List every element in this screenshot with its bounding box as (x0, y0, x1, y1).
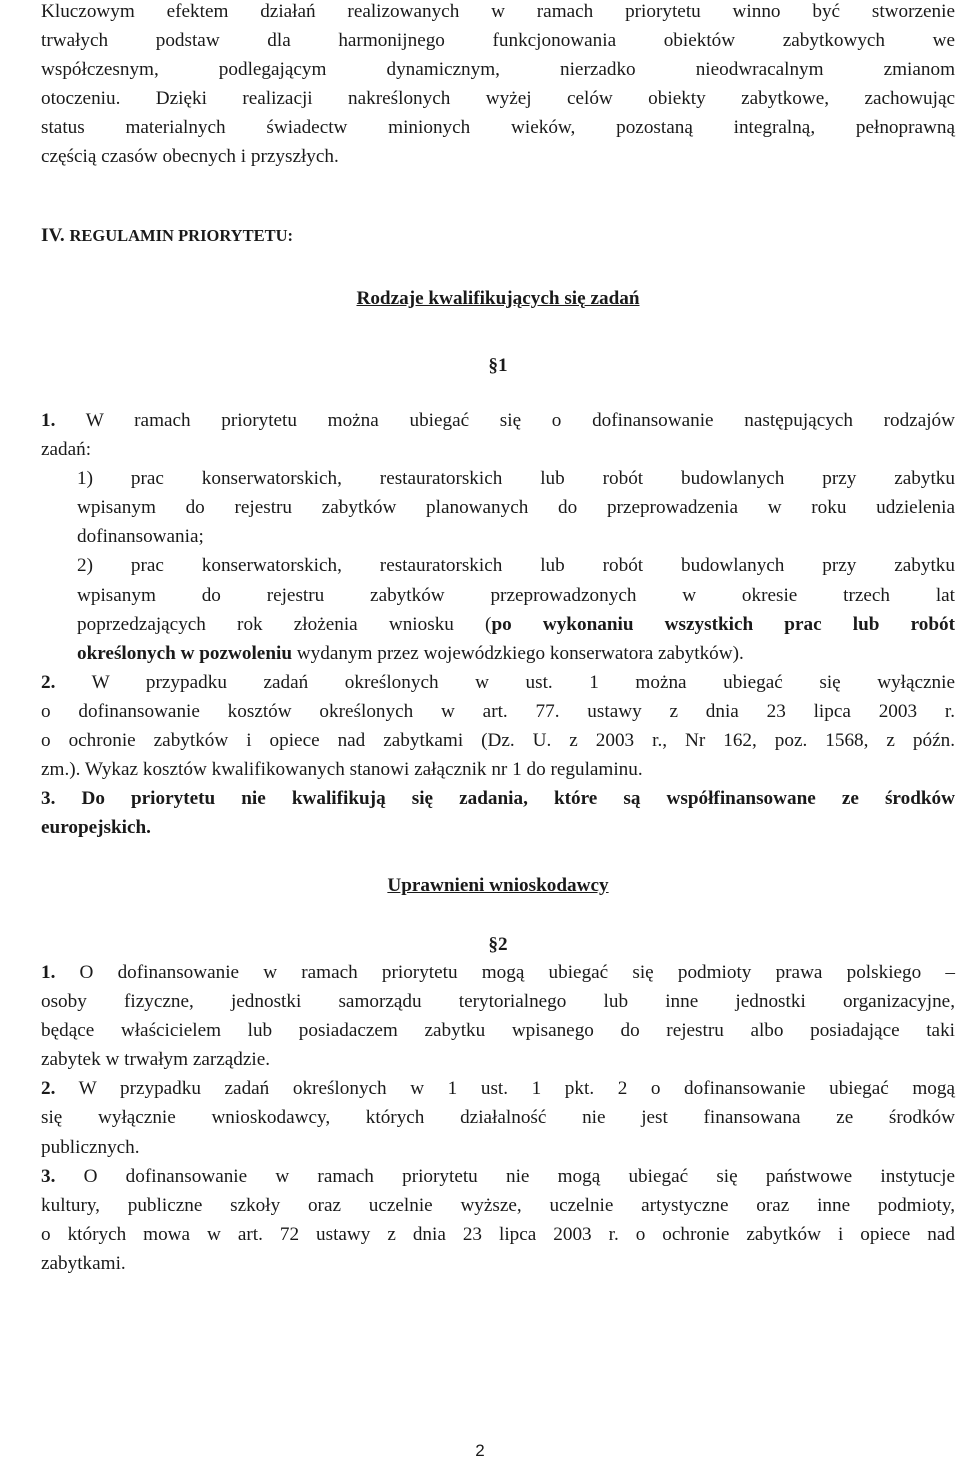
text-line: będące właścicielem lub posiadaczem zabytku wpisanego do rejestru albo posiadające taki (41, 1020, 955, 1042)
section-sign-icon: § (488, 355, 498, 376)
text-line: 3. O dofinansowanie w ramach priorytetu nie mogą ubiegać się państwowe instytucje (41, 1165, 955, 1187)
chapter-title: REGULAMIN PRIORYTETU: (69, 226, 294, 245)
section-2-body (41, 958, 955, 1278)
text-line: kultury, publiczne szkoły oraz uczelnie wyższe, uczelnie artystyczne oraz inne podmioty, (41, 1194, 955, 1216)
section-title: Rodzaje kwalifikujących się zadań (356, 288, 640, 309)
section-heading (41, 871, 955, 900)
text-line: trwałych podstaw dla harmonijnego funkcjonowania obiektów zabytkowych we (41, 30, 955, 52)
text-line: zabytkami. (41, 1252, 126, 1274)
list-item-line: wpisanym do rejestru zabytków przeprowadzonych w okresie trzech lat (77, 584, 955, 606)
section-heading (41, 284, 955, 313)
text-line: zm.). Wykaz kosztów kwalifikowanych stanowi załącznik nr 1 do regulaminu. (41, 759, 643, 781)
text-line: publicznych. (41, 1136, 140, 1158)
text-line: o ochronie zabytków i opiece nad zabytkami (Dz. U. z 2003 r., Nr 162, poz. 1568, z późn. (41, 730, 955, 752)
text-line: 3. Do priorytetu nie kwalifikują się zadania, które są współfinansowane ze środków (41, 788, 955, 810)
page-number: 2 (475, 1441, 485, 1460)
text-line: współczesnym, podlegającym dynamicznym, nierzadko nieodwracalnym zmianom (41, 59, 955, 81)
text-line: o dofinansowanie kosztów określonych w art. 77. ustawy z dnia 23 lipca 2003 r. (41, 700, 955, 722)
chapter-number: IV. (41, 225, 65, 246)
text-line: się wyłącznie wnioskodawcy, których działalność nie jest finansowana ze środków (41, 1107, 955, 1129)
text-line: zadań: (41, 439, 92, 461)
list-item-line: określonych w pozwoleniu wydanym przez wojewódzkiego konserwatora zabytków). (77, 642, 744, 664)
text-line: 1. W ramach priorytetu można ubiegać się o dofinansowanie następujących rodzajów (41, 410, 955, 431)
paragraph-number: 1 (498, 355, 508, 376)
section-sign-icon: § (488, 934, 498, 955)
paragraph-number: 2 (498, 934, 508, 955)
list-item-line: 1) prac konserwatorskich, restauratorskich lub robót budowlanych przy zabytku (77, 468, 955, 490)
chapter-heading (41, 221, 955, 250)
text-line: Kluczowym efektem działań realizowanych w ramach priorytetu winno być stworzenie (41, 1, 955, 22)
section-title: Uprawnieni wnioskodawcy (387, 875, 609, 896)
list-item-line: wpisanym do rejestru zabytków planowanych do przeprowadzenia w roku udzielenia (77, 497, 955, 519)
list-item-line: 2) prac konserwatorskich, restauratorskich lub robót budowlanych przy zabytku (77, 555, 955, 577)
intro-paragraph (41, 0, 955, 172)
text-line: otoczeniu. Dzięki realizacji nakreślonych wyżej celów obiekty zabytkowe, zachowując (41, 88, 955, 110)
list-item-line: poprzedzających rok złożenia wniosku (po wykonaniu wszystkich prac lub robót (77, 613, 955, 635)
list-item-line: dofinansowania; (77, 526, 204, 548)
section-1-body (41, 406, 955, 842)
text-line: 2. W przypadku zadań określonych w 1 ust. 1 pkt. 2 o dofinansowanie ubiegać mogą (41, 1078, 955, 1100)
text-line: częścią czasów obecnych i przyszłych. (41, 146, 339, 168)
paragraph-mark (41, 930, 955, 959)
text-line: status materialnych świadectw minionych wieków, pozostaną integralną, pełnoprawną (41, 117, 955, 139)
text-line: o których mowa w art. 72 ustawy z dnia 23 lipca 2003 r. o ochronie zabytków i opiece nad (41, 1223, 955, 1245)
paragraph-mark (41, 351, 955, 380)
text-line: 2. W przypadku zadań określonych w ust. 1 można ubiegać się wyłącznie (41, 671, 955, 693)
text-line: zabytek w trwałym zarządzie. (41, 1049, 271, 1071)
text-line: 1. O dofinansowanie w ramach priorytetu mogą ubiegać się podmioty prawa polskiego – (41, 962, 955, 983)
text-line: europejskich. (41, 817, 151, 839)
text-line: osoby fizyczne, jednostki samorządu terytorialnego lub inne jednostki organizacyjne, (41, 991, 955, 1013)
